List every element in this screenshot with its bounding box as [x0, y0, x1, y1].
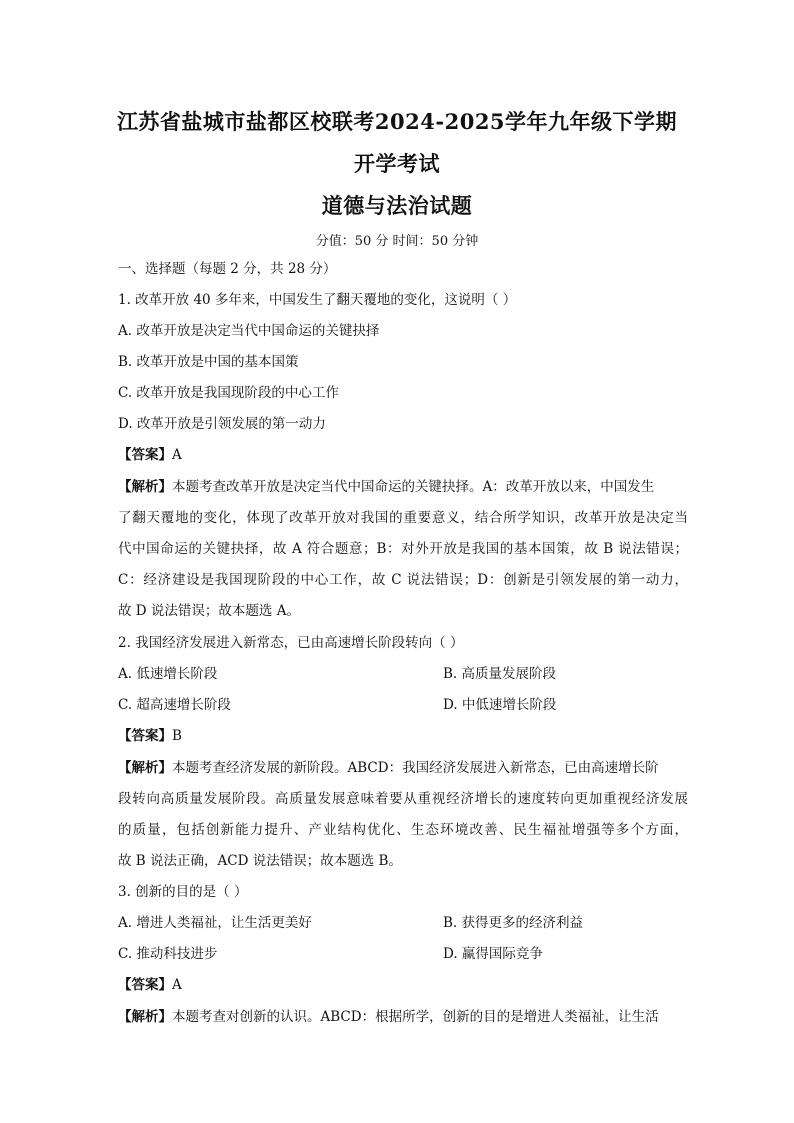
section-heading: 一、选择题（每题 2 分，共 28 分）: [118, 261, 337, 277]
q2-answer-value: B: [172, 728, 182, 744]
q1-answer-label: 【答案】: [118, 447, 172, 463]
q2-analysis-line-2: 段转向高质量发展阶段。高质量发展意味着要从重视经济增长的速度转向更加重视经济发展: [118, 791, 688, 807]
q3-answer-value: A: [172, 977, 182, 993]
q1-analysis-text-1: 本题考查改革开放是决定当代中国命运的关键抉择。A：改革开放以来，中国发生: [172, 479, 655, 495]
title-line-2: 开学考试: [354, 151, 440, 176]
q3-option-d: D. 赢得国际竞争: [443, 946, 543, 962]
q1-option-b: B. 改革开放是中国的基本国策: [118, 354, 299, 370]
q3-analysis-text-1: 本题考查对创新的认识。ABCD：根据所学，创新的目的是增进人类福祉，让生活: [172, 1009, 659, 1025]
q1-analysis-line-5: 故 D 说法错误；故本题选 A。: [118, 603, 300, 619]
q3-analysis-label: 【解析】: [118, 1009, 172, 1025]
q2-answer: [118, 726, 688, 746]
q3-answer: [118, 975, 688, 995]
q2-analysis-line-3: 的质量，包括创新能力提升、产业结构优化、生态环境改善、民生福祉增强等多个方面，: [118, 822, 688, 838]
q2-analysis-label: 【解析】: [118, 760, 172, 776]
q3-analysis-line-1: [118, 1007, 688, 1027]
title-line-1: 江苏省盐城市盐都区校联考2024-2025学年九年级下学期: [116, 109, 678, 134]
q2-analysis-line-4: 故 B 说法正确，ACD 说法错误；故本题选 B。: [118, 853, 402, 869]
q3-stem: 3. 创新的目的是（ ）: [118, 884, 248, 900]
title-line-3: 道德与法治试题: [321, 193, 473, 218]
q3-option-c: C. 推动科技进步: [118, 946, 218, 962]
q3-option-b: B. 获得更多的经济利益: [443, 915, 584, 931]
q1-analysis-line-4: C：经济建设是我国现阶段的中心工作，故 C 说法错误；D：创新是引领发展的第一动力，: [118, 572, 688, 588]
exam-meta: 分值：50 分 时间：50 分钟: [315, 234, 479, 249]
q2-option-a: A. 低速增长阶段: [118, 666, 218, 682]
q2-answer-label: 【答案】: [118, 728, 172, 744]
q1-option-a: A. 改革开放是决定当代中国命运的关键抉择: [118, 323, 380, 339]
q2-option-c: C. 超高速增长阶段: [118, 697, 231, 713]
q1-analysis-line-1: [118, 477, 688, 497]
q2-option-b: B. 高质量发展阶段: [443, 666, 557, 682]
q2-analysis-line-1: [118, 758, 688, 778]
q1-answer: [118, 445, 688, 465]
q3-option-a: A. 增进人类福祉，让生活更美好: [118, 915, 312, 931]
q1-option-d: D. 改革开放是引领发展的第一动力: [118, 416, 326, 432]
q1-stem: 1. 改革开放 40 多年来，中国发生了翻天覆地的变化，这说明（ ）: [118, 292, 517, 308]
q1-analysis-label: 【解析】: [118, 479, 172, 495]
q3-answer-label: 【答案】: [118, 977, 172, 993]
q2-option-d: D. 中低速增长阶段: [443, 697, 557, 713]
q1-analysis-line-2: 了翻天覆地的变化，体现了改革开放对我国的重要意义，结合所学知识，改革开放是决定当: [118, 510, 688, 526]
q2-stem: 2. 我国经济发展进入新常态，已由高速增长阶段转向（ ）: [118, 635, 464, 651]
q1-analysis-line-3: 代中国命运的关键抉择，故 A 符合题意；B：对外开放是我国的基本国策，故 B 说法错误；: [118, 541, 688, 557]
q1-answer-value: A: [172, 447, 182, 463]
q1-option-c: C. 改革开放是我国现阶段的中心工作: [118, 385, 339, 401]
q2-analysis-text-1: 本题考查经济发展的新阶段。ABCD：我国经济发展进入新常态，已由高速增长阶: [172, 760, 659, 776]
